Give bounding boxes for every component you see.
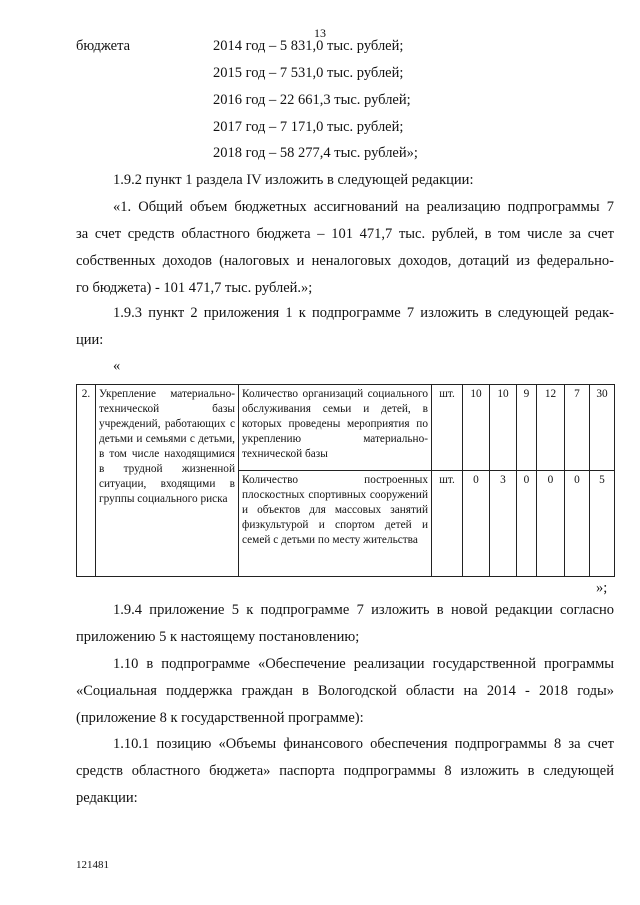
paragraph-1-9-3-line-1: 1.9.3 пункт 2 приложения 1 к подпрограмме 7 изложить в следующей редак-	[113, 305, 614, 321]
value-cell: 0	[517, 471, 537, 577]
table-row	[77, 385, 615, 471]
document-code: 121481	[76, 859, 109, 871]
value-cell: 10	[463, 385, 490, 471]
paragraph-1-9-4-line-2: приложению 5 к настоящему постановлению;	[76, 629, 360, 645]
value-cell: 30	[590, 385, 615, 471]
open-quote: «	[113, 358, 121, 374]
paragraph-1-10-line-3: (приложение 8 к государственной программе):	[76, 710, 364, 726]
paragraph-1-9-3-line-2: ции:	[76, 332, 104, 348]
paragraph-1-10-line-1: 1.10 в подпрограмме «Обеспечение реализации государственной программы	[113, 656, 614, 672]
budget-year-2016: 2016 год – 22 661,3 тыс. рублей;	[213, 92, 411, 108]
program-table	[76, 384, 615, 577]
paragraph-1-10-1-line-3: редакции:	[76, 790, 138, 806]
value-cell: 12	[537, 385, 565, 471]
paragraph-1-10-1-line-2: средств областного бюджета» паспорта подпрограммы 8 изложить в следующей	[76, 763, 614, 779]
value-cell: 5	[590, 471, 615, 577]
budget-year-2015: 2015 год – 7 531,0 тыс. рублей;	[213, 65, 404, 81]
row-number: 2.	[77, 385, 96, 577]
paragraph-1-10-line-2: «Социальная поддержка граждан в Вологодской области на 2014 - 2018 годы»	[76, 683, 614, 699]
budget-year-2017: 2017 год – 7 171,0 тыс. рублей;	[213, 119, 404, 135]
value-cell: 9	[517, 385, 537, 471]
value-cell: 0	[565, 471, 590, 577]
indicator-text: Количество построенных плоскостных спортивных сооружений и объектов для массовых занятий физкультурой и спортом детей и семей с детьми по месту жительства	[239, 471, 432, 577]
value-cell: 3	[490, 471, 517, 577]
quote-line-3: собственных доходов (налоговых и неналоговых доходов, дотаций из федерально-	[76, 253, 614, 269]
paragraph-1-9-2: 1.9.2 пункт 1 раздела IV изложить в следующей редакции:	[113, 172, 474, 188]
page-number: 13	[314, 26, 326, 40]
activity-name: Укрепление материально-технической базы учреждений, работающих с детьми и семьями с детьми, в том числе находящимися в трудной жизненной ситуации, входящими в группы социального риска	[96, 385, 239, 577]
quote-line-2: за счет средств областного бюджета – 101 471,7 тыс. рублей, в том числе за счет	[76, 226, 614, 242]
quote-line-4: го бюджета) - 101 471,7 тыс. рублей.»;	[76, 280, 313, 296]
indicator-text: Количество организаций социального обслуживания семьи и детей, в которых проведены мероприятия по укреплению материально-технической базы	[239, 385, 432, 471]
budget-label: бюджета	[76, 38, 131, 54]
unit-cell: шт.	[432, 385, 463, 471]
value-cell: 0	[463, 471, 490, 577]
budget-year-2014: 2014 год – 5 831,0 тыс. рублей;	[213, 38, 404, 54]
value-cell: 0	[537, 471, 565, 577]
value-cell: 7	[565, 385, 590, 471]
unit-cell: шт.	[432, 471, 463, 577]
quote-line-1: «1. Общий объем бюджетных ассигнований на реализацию подпрограммы 7	[113, 199, 614, 215]
paragraph-1-9-4-line-1: 1.9.4 приложение 5 к подпрограмме 7 изложить в новой редакции согласно	[113, 602, 614, 618]
paragraph-1-10-1-line-1: 1.10.1 позицию «Объемы финансового обеспечения подпрограммы 8 за счет	[113, 736, 614, 752]
budget-year-2018: 2018 год – 58 277,4 тыс. рублей»;	[213, 145, 418, 161]
value-cell: 10	[490, 385, 517, 471]
close-quote: »;	[596, 580, 608, 596]
